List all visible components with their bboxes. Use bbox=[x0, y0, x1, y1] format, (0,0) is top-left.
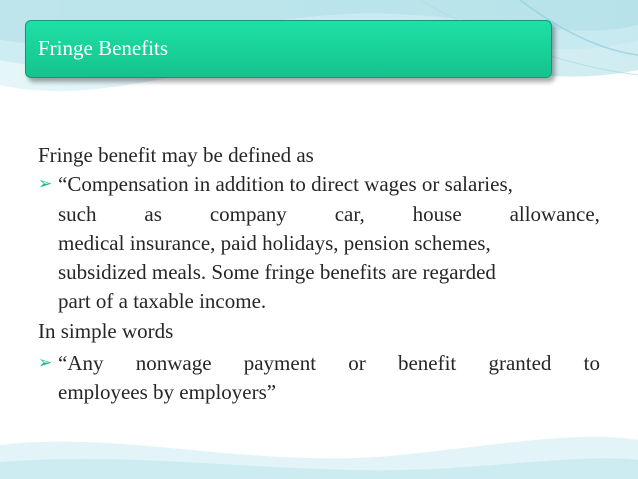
arrow-bullet-icon: ➢ bbox=[38, 353, 53, 372]
bullet-1-line-1: “Compensation in addition to direct wages or salaries, bbox=[58, 172, 513, 196]
word: to bbox=[583, 351, 600, 375]
slide-title: Fringe Benefits bbox=[38, 36, 169, 60]
word: allowance, bbox=[509, 202, 600, 226]
word: benefit bbox=[397, 351, 457, 375]
word: payment bbox=[243, 351, 317, 375]
bullet-1-line-5: part of a taxable income. bbox=[58, 289, 267, 313]
word: or bbox=[348, 351, 366, 375]
bullet-1-line-2 bbox=[58, 201, 600, 227]
word: granted bbox=[488, 351, 552, 375]
bullet-1-line-3: medical insurance, paid holidays, pension schemes, bbox=[58, 231, 491, 255]
intro-text: Fringe benefit may be defined as bbox=[38, 143, 314, 167]
word: company bbox=[209, 202, 287, 226]
word: “Any bbox=[58, 351, 104, 375]
word: car, bbox=[334, 202, 365, 226]
bullet-2-line-1 bbox=[58, 350, 600, 376]
word: house bbox=[412, 202, 462, 226]
word: as bbox=[144, 202, 162, 226]
bullet-2-line-2: employees by employers” bbox=[58, 380, 277, 404]
arrow-bullet-icon: ➢ bbox=[38, 174, 53, 193]
word: such bbox=[58, 202, 97, 226]
bullet-1-line-4: subsidized meals. Some fringe benefits are regarded bbox=[58, 260, 496, 284]
simple-words-heading: In simple words bbox=[38, 319, 174, 343]
word: nonwage bbox=[135, 351, 212, 375]
